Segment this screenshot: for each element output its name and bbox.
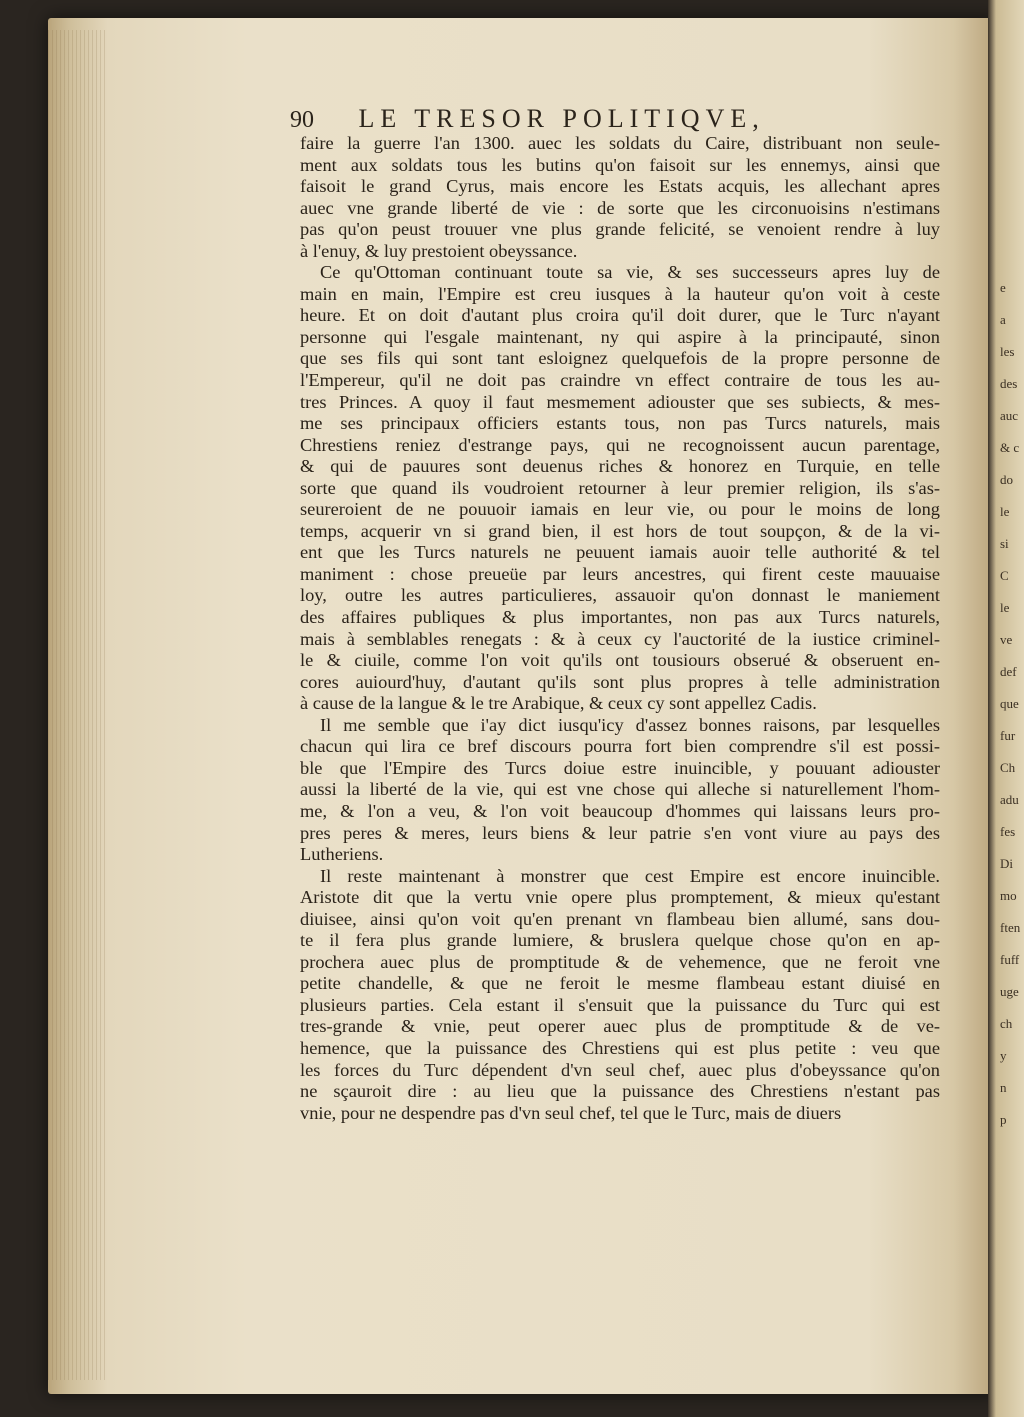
adjacent-page-fragment: adu [1000, 792, 1019, 807]
adjacent-page-fragment: a [1000, 312, 1006, 327]
text-line: me, & l'on a veu, & l'on voit beaucoup d'hommes qui laissans leurs pro- [300, 800, 940, 821]
text-line: pres peres & meres, leurs biens & leur patrie s'en vont viure au pays des [300, 822, 940, 843]
text-line: ne sçauroit dire : au lieu que la puissance des Chrestiens n'estant pas [300, 1081, 940, 1102]
text-line: faire la guerre l'an 1300. auec les soldats du Caire, distribuant non seule- [300, 133, 940, 153]
text-line: pas qu'on peust trouuer vne plus grande felicité, se venoient rendre à luy [300, 219, 940, 240]
text-line: aussi la liberté de la vie, qui est vne chose qui alleche si naturellement l'hom- [300, 779, 940, 800]
text-line: temps, acquerir vn si grand bien, il est hors de tout soupçon, & de la vi- [300, 520, 940, 541]
adjacent-page-fragment: si [1000, 536, 1009, 551]
text-line: te il fera plus grande lumiere, & bruslera quelque chose qu'on en ap- [300, 930, 940, 951]
text-line: Ce qu'Ottoman continuant toute sa vie, & ses successeurs apres luy de [320, 262, 940, 283]
adjacent-page-fragment: auc [1000, 408, 1019, 423]
adjacent-page-fragment: ch [1000, 1016, 1013, 1031]
text-line: ent que les Turcs naturels ne peuuent iamais auoir telle authorité & tel [300, 542, 940, 563]
adjacent-page-fragment: n [1000, 1080, 1007, 1095]
text-line: vnie, pour ne despendre pas d'vn seul chef, tel que le Turc, mais de diuers [300, 1102, 842, 1123]
text-line: sorte que quand ils voudroient retourner à leur premier religion, ils s'as- [300, 477, 940, 498]
adjacent-page-fragment: y [1000, 1048, 1007, 1063]
text-line: des affaires publiques & plus importantes, non pas aux Turcs naturels, [300, 607, 940, 628]
text-line: Lutheriens. [300, 844, 384, 865]
text-line: ble que l'Empire des Turcs doiue estre inuincible, y pouuant adiouster [300, 757, 940, 778]
paragraph [300, 133, 940, 262]
text-line: Il reste maintenant à monstrer que cest Empire est encore inuincible. [320, 865, 940, 886]
page-number: 90 [290, 107, 314, 133]
adjacent-page-edge [988, 0, 1024, 1417]
paragraph [300, 262, 940, 714]
adjacent-page-fragment: ve [1000, 632, 1013, 647]
adjacent-page-fragment: def [1000, 664, 1017, 679]
adjacent-page-fragment: Di [1000, 856, 1013, 871]
adjacent-page-fragment: p [1000, 1112, 1007, 1127]
paragraph [300, 715, 940, 866]
text-line: seureroient de ne pouuoir iamais en leur vie, ou pour le moins de long [300, 499, 940, 520]
adjacent-page-fragment: fes [1000, 824, 1016, 839]
running-title: LE TRESOR POLITIQVE, [358, 104, 765, 133]
adjacent-page-fragment: uge [1000, 984, 1019, 999]
text-line: auec vne grande liberté de vie : de sorte que les circonuoisins n'estimans [300, 197, 940, 218]
paragraph [300, 866, 940, 1125]
text-line: à l'enuy, & luy prestoient obeyssance. [300, 240, 578, 261]
text-line: cores auiourd'huy, d'autant qu'ils sont plus propres à telle administration [300, 671, 940, 692]
text-line: heure. Et on doit d'autant plus croira qu'il doit durer, que le Turc n'ayant [300, 305, 940, 326]
adjacent-page-fragment: & c [1000, 440, 1020, 455]
adjacent-page-fragment: do [1000, 472, 1013, 487]
text-line: chacun qui lira ce bref discours pourra fort bien comprendre s'il est possi- [300, 736, 940, 757]
text-line: maniment : chose preueüe par leurs ancestres, qui firent ceste mauuaise [300, 563, 940, 584]
adjacent-page-fragment: que [1000, 696, 1019, 711]
adjacent-page-fragment: le [1000, 600, 1010, 615]
adjacent-page-fragment: ften [1000, 920, 1021, 935]
text-line: mais à semblables renegats : & à ceux cy l'auctorité de la iustice criminel- [300, 628, 940, 649]
text-line: faisoit le grand Cyrus, mais encore les Estats acquis, les allechant apres [300, 176, 940, 197]
text-line: Il me semble que i'ay dict iusqu'icy d'assez bonnes raisons, par lesquelles [320, 714, 940, 735]
text-line: prochera auec plus de promptitude & de vehemence, que ne feroit vne [300, 951, 940, 972]
text-line: tres Princes. A quoy il faut mesmement adiouster que ses subiects, & mes- [300, 391, 940, 412]
adjacent-page-fragment: e [1000, 280, 1006, 295]
text-line: me ses principaux officiers estants tous, non pas Turcs naturels, mais [300, 413, 940, 434]
adjacent-page-fragment: fur [1000, 728, 1016, 743]
page-edge-texture [48, 30, 108, 1380]
text-line: le & ciuile, comme l'on voit qu'ils ont tousiours obserué & obseruent en- [300, 650, 940, 671]
text-line: plusieurs parties. Cela estant il s'ensuit que la puissance du Turc qui est [300, 994, 940, 1015]
text-line: hemence, que la puissance des Chrestiens qui est plus petite : veu que [300, 1037, 940, 1058]
text-line: tres-grande & vnie, peut operer auec plus de promptitude & de ve- [300, 1016, 940, 1037]
adjacent-page-fragment: le [1000, 504, 1010, 519]
text-line: & qui de pauures sont deuenus riches & honorez en Turquie, en telle [300, 456, 940, 477]
text-line: à cause de la langue & le tre Arabique, & ceux cy sont appellez Cadis. [300, 693, 817, 714]
adjacent-page-fragment: mo [1000, 888, 1017, 903]
text-line: les forces du Turc dépendent d'vn seul chef, auec plus d'obeyssance qu'on [300, 1059, 940, 1080]
text-line: diuisee, ainsi qu'on voit qu'en prenant vn flambeau bien allumé, sans dou- [300, 908, 940, 929]
text-line: petite chandelle, & que ne feroit le mesme flambeau estant diuisé en [300, 973, 940, 994]
text-line: l'Empereur, qu'il ne doit pas craindre vn effect contraire de tous les au- [300, 370, 940, 391]
text-line: Chrestiens reniez d'estrange pays, qui ne recognoissent aucun parentage, [300, 434, 940, 455]
adjacent-page-fragment: les [1000, 344, 1015, 359]
text-line: que ses fils qui sont tant esloignez quelquefois de la propre personne de [300, 348, 940, 369]
text-line: main en main, l'Empire est creu iusques à la hauteur qu'on voit à ceste [300, 283, 940, 304]
adjacent-page-fragment: Ch [1000, 760, 1016, 775]
text-line: ment aux soldats tous les butins qu'on faisoit sur les ennemys, ainsi que [300, 154, 940, 175]
adjacent-page-fragment: des [1000, 376, 1018, 391]
adjacent-page-fragment: fuff [1000, 952, 1020, 967]
text-line: Aristote dit que la vertu vnie opere plus promptement, & mieux qu'estant [300, 887, 940, 908]
adjacent-page-fragment: C [1000, 568, 1009, 583]
body-text [300, 133, 940, 1124]
text-line: loy, outre les autres particulieres, assauoir qu'on donnast le maniement [300, 585, 940, 606]
text-line: personne qui l'esgale maintenant, ny qui aspire à la principauté, sinon [300, 326, 940, 347]
running-header [290, 104, 890, 134]
